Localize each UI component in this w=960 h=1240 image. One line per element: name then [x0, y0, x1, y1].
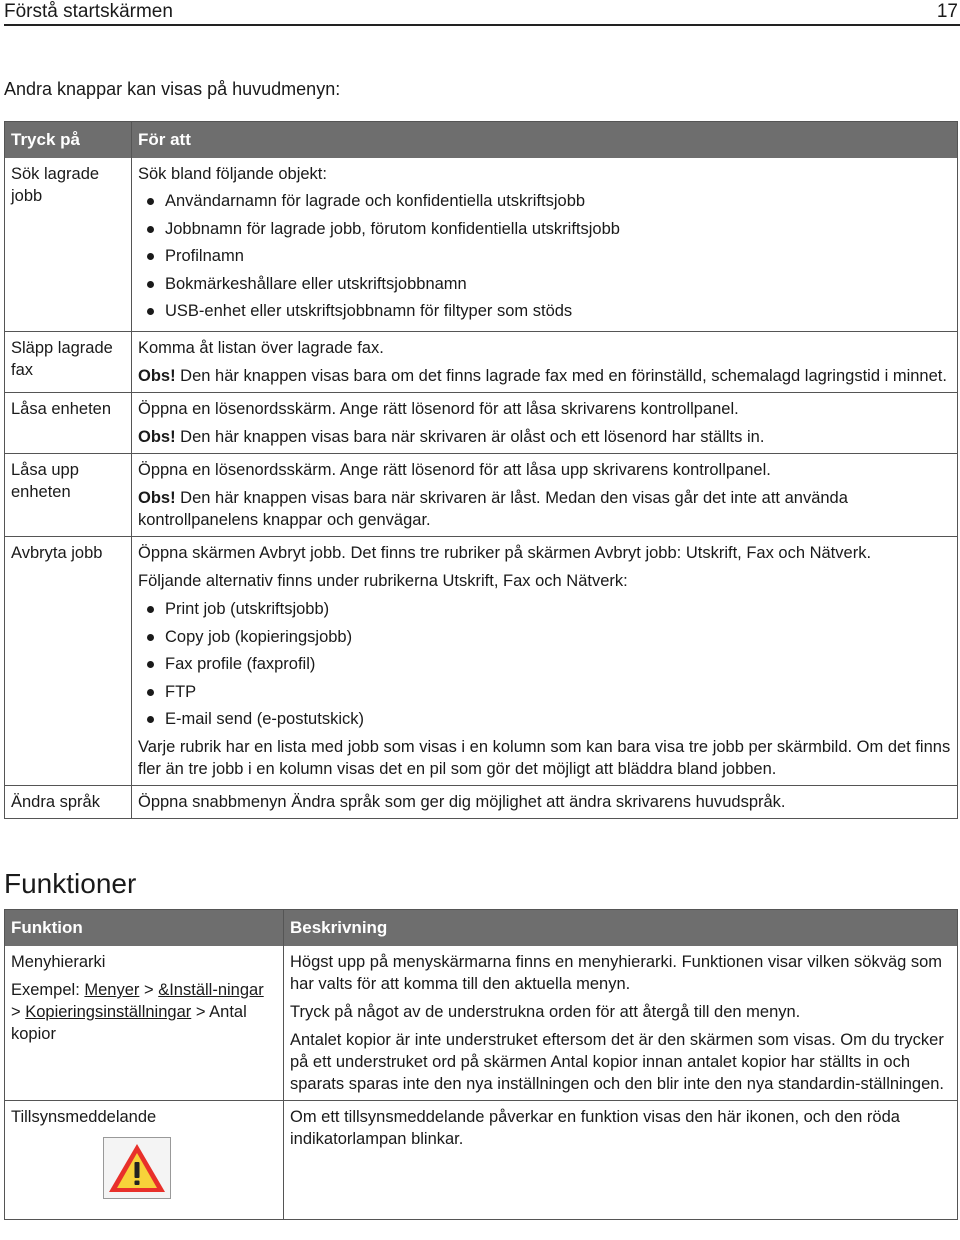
intro-text: Andra knappar kan visas på huvudmenyn:	[4, 79, 341, 99]
list-item	[138, 245, 951, 267]
list-item-text: E-mail send (e-postutskick)	[165, 710, 364, 728]
paragraph: Följande alternativ finns under rubrikerna Utskrift, Fax och Nätverk:	[138, 572, 628, 590]
paragraph: Öppna en lösenordsskärm. Ange rätt lösenord för att låsa skrivarens kontrollpanel.	[138, 400, 739, 418]
note-label: Obs!	[138, 489, 176, 507]
list-item	[138, 218, 951, 240]
note	[138, 426, 951, 448]
page-header	[4, 0, 960, 26]
row-description: Om ett tillsynsmeddelande påverkar en funktion visas den här ikonen, och den röda indikatorlampan blinkar.	[284, 1101, 958, 1220]
list-item	[138, 300, 951, 322]
note-text: Den här knappen visas bara när skrivaren är låst. Medan den visas går det inte att använda kontrollpanelens knappar och genvägar.	[138, 489, 848, 529]
row-key: Släpp lagrade fax	[5, 332, 132, 393]
column-header-description: Beskrivning	[284, 910, 958, 947]
note-label: Obs!	[138, 367, 176, 385]
bullet-icon	[147, 253, 154, 260]
note-label: Obs!	[138, 428, 176, 446]
breadcrumb-link-settings: &Inställ-ningar	[158, 981, 264, 999]
table-row	[5, 785, 958, 818]
list-item-text: Användarnamn för lagrade och konfidentiella utskriftsjobb	[165, 192, 586, 210]
table-row	[5, 946, 958, 1101]
note	[138, 365, 951, 387]
paragraph: Öppna en lösenordsskärm. Ange rätt lösenord för att låsa upp skrivarens kontrollpanel.	[138, 461, 771, 479]
row-description	[132, 393, 958, 454]
warning-icon	[103, 1137, 171, 1199]
list-item-text: Fax profile (faxprofil)	[165, 655, 316, 673]
list-item-text: Bokmärkeshållare eller utskriftsjobbnamn	[165, 274, 467, 293]
list-item-text: Jobbnamn för lagrade jobb, förutom konfidentiella utskriftsjobb	[165, 219, 620, 238]
breadcrumb-separator: >	[191, 1003, 210, 1021]
paragraph: Öppna skärmen Avbryt jobb. Det finns tre rubriker på skärmen Avbryt jobb: Utskrift, Fax och Nätverk.	[138, 544, 872, 562]
table-row	[5, 393, 958, 454]
bullet-icon	[147, 606, 154, 613]
page-header-title: Förstå startskärmen	[4, 1, 173, 22]
breadcrumb-link-copy-settings: Kopieringsinställningar	[25, 1003, 192, 1021]
bullet-icon	[147, 634, 154, 641]
list-item	[138, 273, 951, 295]
breadcrumb-separator: >	[139, 981, 159, 999]
table-row	[5, 332, 958, 393]
list-item-text: Profilnamn	[165, 247, 244, 265]
list-item-text: Copy job (kopieringsjobb)	[165, 627, 353, 646]
row-description	[284, 946, 958, 1101]
bullet-icon	[147, 198, 154, 205]
table-row	[5, 1101, 958, 1220]
list-item	[138, 598, 951, 620]
list-item	[138, 681, 951, 703]
list-item	[138, 626, 951, 648]
page-number: 17	[936, 1, 958, 22]
bullet-list	[138, 598, 951, 730]
bullet-icon	[147, 226, 154, 233]
row-key: Låsa enheten	[5, 393, 132, 454]
warning-triangle-graphic	[104, 1138, 170, 1198]
bullet-list	[138, 190, 951, 322]
column-header-function: Funktion	[5, 910, 284, 947]
note-text: Den här knappen visas bara om det finns lagrade fax med en förinställd, schemalagd lagringstid i minnet.	[175, 367, 947, 385]
note	[138, 487, 951, 531]
bullet-icon	[147, 716, 154, 723]
column-header-press: Tryck på	[5, 122, 132, 159]
row-description	[132, 537, 958, 786]
list-item-text: Print job (utskriftsjobb)	[165, 600, 330, 618]
row-description	[132, 332, 958, 393]
breadcrumb-link-menus: Menyer	[84, 981, 140, 999]
example-label: Exempel:	[11, 981, 85, 999]
table-row	[5, 158, 958, 332]
breadcrumb-current: Antal kopior	[11, 1003, 247, 1043]
note-text: Den här knappen visas bara när skrivaren är olåst och ett lösenord har ställts in.	[175, 428, 765, 446]
paragraph: Komma åt listan över lagrade fax.	[138, 339, 384, 357]
features-table	[4, 909, 958, 1220]
table-row	[5, 537, 958, 786]
row-key	[5, 946, 284, 1101]
list-item-text: FTP	[165, 682, 197, 701]
section-title: Funktioner	[4, 868, 137, 899]
row-key: Sök lagrade jobb	[5, 158, 132, 332]
feature-name: Tillsynsmeddelande	[11, 1108, 157, 1126]
bullet-icon	[147, 308, 154, 315]
list-item-text: USB-enhet eller utskriftsjobbnamn för filtyper som stöds	[165, 302, 573, 320]
row-description	[132, 158, 958, 332]
column-header-purpose: För att	[132, 122, 958, 159]
paragraph: Sök bland följande objekt:	[138, 165, 327, 183]
row-description	[132, 454, 958, 537]
buttons-table	[4, 121, 958, 819]
row-description: Öppna snabbmenyn Ändra språk som ger dig möjlighet att ändra skrivarens huvudspråk.	[132, 785, 958, 818]
paragraph: Högst upp på menyskärmarna finns en menyhierarki. Funktionen visar vilken sökväg som har valts för att komma till den aktuella menyn.	[290, 953, 943, 993]
row-key: Ändra språk	[5, 785, 132, 818]
paragraph: Tryck på något av de understrukna orden för att återgå till den menyn.	[290, 1003, 801, 1021]
table-header-row	[5, 122, 958, 159]
row-key	[5, 1101, 284, 1220]
paragraph: Antalet kopior är inte understruket eftersom det är den skärmen som visas. Om du trycker på ett understruket ord på skärmen Antal kopior innan antalet kopior har ställts in och sparats sparas inte den nya inställningen och den blir inte den nya standardin-ställningen.	[290, 1031, 945, 1093]
bullet-icon	[147, 281, 154, 288]
breadcrumb-separator: >	[11, 1003, 26, 1021]
bullet-icon	[147, 661, 154, 668]
row-key: Avbryta jobb	[5, 537, 132, 786]
list-item	[138, 708, 951, 730]
table-header-row	[5, 910, 958, 947]
bullet-icon	[147, 689, 154, 696]
breadcrumb-example	[11, 979, 277, 1045]
table-row	[5, 454, 958, 537]
paragraph: Varje rubrik har en lista med jobb som visas i en kolumn som kan bara visa tre jobb per skärmbild. Om det finns fler än tre jobb i en kolumn visas det en pil som gör det möjligt att bläddra bland jobben.	[138, 737, 951, 778]
list-item	[138, 190, 951, 212]
feature-name: Menyhierarki	[11, 953, 106, 971]
list-item	[138, 653, 951, 675]
row-key: Låsa upp enheten	[5, 454, 132, 537]
